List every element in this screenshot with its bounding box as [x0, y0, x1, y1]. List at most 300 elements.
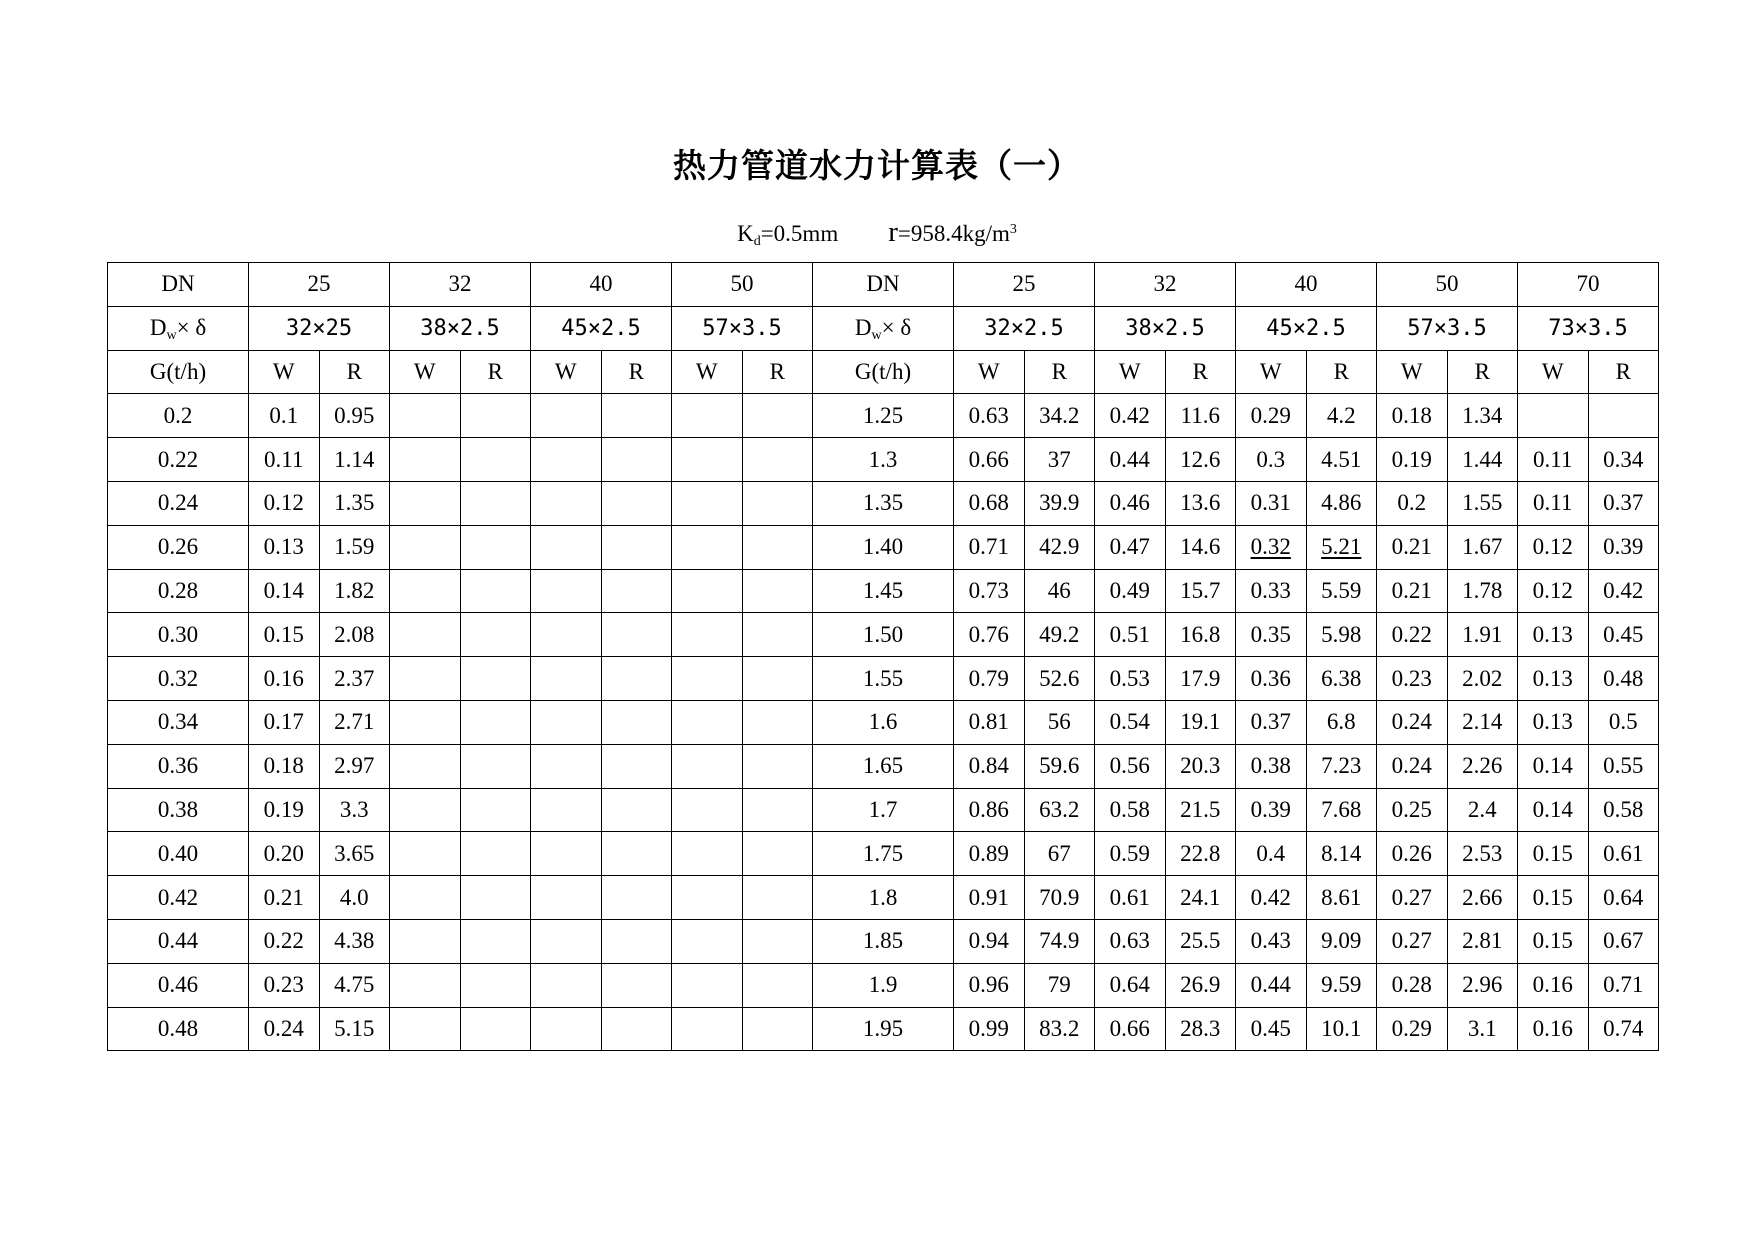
table-cell: 0.31: [1236, 481, 1307, 525]
table-cell: [742, 963, 813, 1007]
table-cell: 2.26: [1447, 744, 1518, 788]
table-cell: [601, 657, 672, 701]
table-cell: 12.6: [1165, 438, 1236, 482]
table-cell: 0.35: [1236, 613, 1307, 657]
pipe-dimension: 57×3.5: [1377, 306, 1518, 350]
table-cell: [601, 744, 672, 788]
dn-size-header: 40: [1236, 263, 1377, 307]
table-cell: [601, 963, 672, 1007]
flow-cell: 0.40: [108, 832, 249, 876]
table-cell: 26.9: [1165, 963, 1236, 1007]
table-cell: [390, 613, 461, 657]
table-cell: 0.73: [954, 569, 1025, 613]
table-cell: [742, 569, 813, 613]
velocity-header: W: [249, 350, 320, 394]
table-cell: 0.33: [1236, 569, 1307, 613]
table-cell: 0.24: [1377, 700, 1448, 744]
table-cell: 2.71: [319, 700, 390, 744]
table-cell: 3.1: [1447, 1007, 1518, 1051]
table-cell: 0.44: [1095, 438, 1166, 482]
table-cell: 0.23: [1377, 657, 1448, 701]
table-cell: 0.13: [249, 525, 320, 569]
flow-cell: 0.36: [108, 744, 249, 788]
table-cell: 0.71: [1588, 963, 1659, 1007]
table-cell: 34.2: [1024, 394, 1095, 438]
table-cell: 0.51: [1095, 613, 1166, 657]
table-cell: 1.34: [1447, 394, 1518, 438]
table-cell: 0.47: [1095, 525, 1166, 569]
table-cell: 0.39: [1236, 788, 1307, 832]
table-cell: 2.37: [319, 657, 390, 701]
flow-cell: 0.46: [108, 963, 249, 1007]
table-cell: 0.25: [1377, 788, 1448, 832]
table-cell: [531, 876, 602, 920]
table-cell: 0.11: [1518, 481, 1589, 525]
friction-header: R: [1447, 350, 1518, 394]
flow-cell: 1.40: [813, 525, 954, 569]
table-cell: 17.9: [1165, 657, 1236, 701]
table-row: [108, 350, 1659, 394]
table-cell: 79: [1024, 963, 1095, 1007]
table-cell: 0.21: [1377, 569, 1448, 613]
table-cell: [460, 876, 531, 920]
table-cell: 0.68: [954, 481, 1025, 525]
table-cell: [672, 1007, 743, 1051]
roughness-symbol: K: [737, 221, 754, 246]
table-cell: 0.74: [1588, 1007, 1659, 1051]
flow-cell: 1.50: [813, 613, 954, 657]
density-param: [888, 216, 1017, 248]
table-cell: [531, 394, 602, 438]
table-cell: 0.13: [1518, 700, 1589, 744]
table-cell: 0.64: [1095, 963, 1166, 1007]
table-cell: [390, 876, 461, 920]
table-cell: 8.14: [1306, 832, 1377, 876]
table-cell: [601, 613, 672, 657]
table-cell: [390, 832, 461, 876]
table-cell: [390, 481, 461, 525]
table-cell: 83.2: [1024, 1007, 1095, 1051]
table-cell: [672, 569, 743, 613]
table-cell: 0.89: [954, 832, 1025, 876]
table-cell: 9.59: [1306, 963, 1377, 1007]
table-cell: [601, 788, 672, 832]
table-cell: [390, 963, 461, 1007]
flow-cell: 0.26: [108, 525, 249, 569]
table-cell: 6.38: [1306, 657, 1377, 701]
velocity-header: W: [1377, 350, 1448, 394]
table-cell: 56: [1024, 700, 1095, 744]
table-cell: [460, 657, 531, 701]
table-cell: 0.15: [1518, 919, 1589, 963]
table-cell: 0.95: [319, 394, 390, 438]
dn-size-header: 32: [390, 263, 531, 307]
table-cell: 0.34: [1588, 438, 1659, 482]
table-cell: [672, 613, 743, 657]
table-cell: 0.3: [1236, 438, 1307, 482]
table-cell: [601, 525, 672, 569]
table-cell: 4.0: [319, 876, 390, 920]
density-superscript: 3: [1009, 222, 1017, 237]
table-cell: [531, 832, 602, 876]
table-cell: 0.42: [1236, 876, 1307, 920]
table-cell: 59.6: [1024, 744, 1095, 788]
table-cell: [460, 481, 531, 525]
table-cell: 15.7: [1165, 569, 1236, 613]
table-cell: [390, 1007, 461, 1051]
flow-cell: 1.65: [813, 744, 954, 788]
flow-cell: 0.32: [108, 657, 249, 701]
table-cell: 4.75: [319, 963, 390, 1007]
table-cell: [601, 876, 672, 920]
table-cell: [460, 1007, 531, 1051]
table-row: [108, 263, 1659, 307]
table-cell: 0.66: [954, 438, 1025, 482]
table-cell-underlined: [1306, 525, 1377, 569]
flow-cell: 0.28: [108, 569, 249, 613]
table-cell: 4.51: [1306, 438, 1377, 482]
table-cell: 0.84: [954, 744, 1025, 788]
table-cell: 0.19: [1377, 438, 1448, 482]
table-row: [108, 394, 1659, 438]
table-cell: 0.22: [249, 919, 320, 963]
table-cell: [742, 1007, 813, 1051]
table-cell: [742, 481, 813, 525]
table-cell: 1.82: [319, 569, 390, 613]
table-cell: [531, 919, 602, 963]
table-cell: 0.37: [1236, 700, 1307, 744]
table-cell: [672, 657, 743, 701]
table-cell: [672, 700, 743, 744]
table-cell: [460, 919, 531, 963]
dn-header-left: DN: [108, 263, 249, 307]
table-cell: 22.8: [1165, 832, 1236, 876]
table-cell: 0.20: [249, 832, 320, 876]
friction-header: R: [1306, 350, 1377, 394]
table-cell: [531, 963, 602, 1007]
table-cell: [460, 788, 531, 832]
table-cell: [390, 525, 461, 569]
table-cell: [531, 613, 602, 657]
table-cell: 0.64: [1588, 876, 1659, 920]
flow-cell: 1.55: [813, 657, 954, 701]
table-cell: 16.8: [1165, 613, 1236, 657]
table-cell: 0.61: [1588, 832, 1659, 876]
table-cell: 0.18: [249, 744, 320, 788]
table-cell: [672, 788, 743, 832]
friction-header: R: [1165, 350, 1236, 394]
table-cell: 24.1: [1165, 876, 1236, 920]
table-cell: [601, 481, 672, 525]
dn-size-header: 70: [1518, 263, 1659, 307]
table-cell: 0.54: [1095, 700, 1166, 744]
friction-header: R: [460, 350, 531, 394]
table-cell: [742, 657, 813, 701]
table-row: [108, 744, 1659, 788]
velocity-header: W: [672, 350, 743, 394]
table-cell: [601, 919, 672, 963]
flow-cell: 0.30: [108, 613, 249, 657]
flow-cell: 1.95: [813, 1007, 954, 1051]
dn-size-header: 50: [1377, 263, 1518, 307]
table-cell: 3.3: [319, 788, 390, 832]
table-cell: 0.21: [249, 876, 320, 920]
table-cell: 2.97: [319, 744, 390, 788]
flow-cell: 0.44: [108, 919, 249, 963]
table-cell: [601, 394, 672, 438]
pipe-dimension: 32×25: [249, 306, 390, 350]
dw-main: D: [854, 315, 872, 341]
table-cell: 1.35: [319, 481, 390, 525]
table-row: [108, 700, 1659, 744]
table-cell: 0.1: [249, 394, 320, 438]
table-cell: 0.16: [249, 657, 320, 701]
flow-cell: 0.34: [108, 700, 249, 744]
table-cell: [601, 569, 672, 613]
table-cell: 4.86: [1306, 481, 1377, 525]
table-cell: [460, 832, 531, 876]
flow-cell: 1.85: [813, 919, 954, 963]
table-cell: 5.98: [1306, 613, 1377, 657]
table-cell: [601, 700, 672, 744]
pipe-dimension-header: [813, 306, 954, 350]
table-cell: 0.53: [1095, 657, 1166, 701]
table-cell: 0.24: [249, 1007, 320, 1051]
pipe-dimension: 45×2.5: [531, 306, 672, 350]
table-cell: 11.6: [1165, 394, 1236, 438]
table-cell: 0.59: [1095, 832, 1166, 876]
table-cell: [1588, 394, 1659, 438]
table-cell: 4.38: [319, 919, 390, 963]
flow-cell: 1.9: [813, 963, 954, 1007]
table-cell: 0.15: [249, 613, 320, 657]
table-cell: 14.6: [1165, 525, 1236, 569]
table-cell: [742, 394, 813, 438]
table-cell: [390, 657, 461, 701]
parameter-line: [0, 216, 1754, 249]
table-cell: 67: [1024, 832, 1095, 876]
table-cell: 28.3: [1165, 1007, 1236, 1051]
flow-cell: 0.2: [108, 394, 249, 438]
table-cell: 0.27: [1377, 919, 1448, 963]
table-cell: 5.59: [1306, 569, 1377, 613]
table-cell: 52.6: [1024, 657, 1095, 701]
table-cell: 2.81: [1447, 919, 1518, 963]
table-cell: 0.24: [1377, 744, 1448, 788]
table-cell: 0.12: [249, 481, 320, 525]
table-cell: 0.27: [1377, 876, 1448, 920]
pipe-dimension: 38×2.5: [1095, 306, 1236, 350]
table-cell: 4.2: [1306, 394, 1377, 438]
table-cell: 0.36: [1236, 657, 1307, 701]
table-cell: 37: [1024, 438, 1095, 482]
table-cell: [601, 832, 672, 876]
table-cell: [672, 481, 743, 525]
table-cell: [742, 788, 813, 832]
dw-subscript: w: [166, 328, 177, 344]
table-cell: 0.37: [1588, 481, 1659, 525]
table-cell: 2.02: [1447, 657, 1518, 701]
table-cell: [390, 394, 461, 438]
friction-header: R: [742, 350, 813, 394]
table-cell: 0.26: [1377, 832, 1448, 876]
table-cell: 0.14: [1518, 788, 1589, 832]
table-cell: [460, 700, 531, 744]
flow-cell: 0.42: [108, 876, 249, 920]
table-cell: 46: [1024, 569, 1095, 613]
density-symbol: r: [888, 216, 898, 248]
table-cell: [531, 1007, 602, 1051]
table-cell: 0.58: [1588, 788, 1659, 832]
dn-size-header: 40: [531, 263, 672, 307]
table-cell: 0.56: [1095, 744, 1166, 788]
table-cell: [672, 919, 743, 963]
table-cell: [672, 876, 743, 920]
dw-rest: × δ: [176, 315, 207, 341]
velocity-header: W: [1518, 350, 1589, 394]
table-cell: [531, 657, 602, 701]
table-cell: [460, 438, 531, 482]
table-cell: 1.59: [319, 525, 390, 569]
table-row: [108, 306, 1659, 350]
table-cell: 0.23: [249, 963, 320, 1007]
table-cell: [460, 525, 531, 569]
table-cell: 1.55: [1447, 481, 1518, 525]
pipe-dimension: 45×2.5: [1236, 306, 1377, 350]
flow-header: G(t/h): [108, 350, 249, 394]
dn-header-right: DN: [813, 263, 954, 307]
table-cell: 0.71: [954, 525, 1025, 569]
table-cell: [390, 744, 461, 788]
table-row: [108, 481, 1659, 525]
table-row: [108, 438, 1659, 482]
table-cell: [390, 788, 461, 832]
table-cell: 20.3: [1165, 744, 1236, 788]
table-cell: 0.86: [954, 788, 1025, 832]
friction-header: R: [601, 350, 672, 394]
velocity-header: W: [390, 350, 461, 394]
velocity-header: W: [954, 350, 1025, 394]
table-cell: 0.38: [1236, 744, 1307, 788]
friction-header: R: [1024, 350, 1095, 394]
table-cell: 49.2: [1024, 613, 1095, 657]
table-cell: [460, 963, 531, 1007]
table-cell: [531, 481, 602, 525]
pipe-dimension: 73×3.5: [1518, 306, 1659, 350]
table-cell: 0.18: [1377, 394, 1448, 438]
table-cell: [742, 832, 813, 876]
dn-size-header: 32: [1095, 263, 1236, 307]
table-cell: 0.11: [249, 438, 320, 482]
table-cell: 2.53: [1447, 832, 1518, 876]
table-cell: [390, 919, 461, 963]
table-cell: 8.61: [1306, 876, 1377, 920]
table-cell: [742, 613, 813, 657]
table-cell: 0.94: [954, 919, 1025, 963]
table-cell: 0.13: [1518, 613, 1589, 657]
table-cell: [742, 525, 813, 569]
table-cell: 0.81: [954, 700, 1025, 744]
table-row: [108, 919, 1659, 963]
flow-cell: 0.22: [108, 438, 249, 482]
table-cell: 3.65: [319, 832, 390, 876]
table-cell: [531, 700, 602, 744]
table-cell: 2.08: [319, 613, 390, 657]
flow-cell: 0.24: [108, 481, 249, 525]
pipe-dimension-header: [108, 306, 249, 350]
table-cell: [672, 438, 743, 482]
table-cell: [390, 569, 461, 613]
table-cell: 0.13: [1518, 657, 1589, 701]
table-cell: 74.9: [1024, 919, 1095, 963]
dn-size-header: 25: [954, 263, 1095, 307]
table-cell: 39.9: [1024, 481, 1095, 525]
table-cell: [460, 613, 531, 657]
table-cell: [601, 1007, 672, 1051]
flow-cell: 1.75: [813, 832, 954, 876]
dw-main: D: [149, 315, 167, 341]
flow-cell: 1.7: [813, 788, 954, 832]
table-cell: [742, 876, 813, 920]
table-cell: 0.16: [1518, 963, 1589, 1007]
table-cell: 0.48: [1588, 657, 1659, 701]
table-cell: 1.78: [1447, 569, 1518, 613]
table-cell: [601, 438, 672, 482]
table-cell: 10.1: [1306, 1007, 1377, 1051]
table-cell: [390, 438, 461, 482]
table-cell: 63.2: [1024, 788, 1095, 832]
table-cell: 0.29: [1236, 394, 1307, 438]
table-row: [108, 963, 1659, 1007]
table-cell: 0.76: [954, 613, 1025, 657]
table-row: [108, 1007, 1659, 1051]
table-row: [108, 788, 1659, 832]
table-cell: 0.17: [249, 700, 320, 744]
roughness-param: [737, 221, 839, 249]
table-cell: 0.49: [1095, 569, 1166, 613]
table-cell: [531, 438, 602, 482]
flow-cell: 1.3: [813, 438, 954, 482]
table-cell: 7.68: [1306, 788, 1377, 832]
velocity-header: W: [1095, 350, 1166, 394]
table-cell: 5.15: [319, 1007, 390, 1051]
table-cell: [742, 700, 813, 744]
table-row: [108, 657, 1659, 701]
flow-cell: 1.6: [813, 700, 954, 744]
table-cell: [672, 963, 743, 1007]
flow-cell: 1.25: [813, 394, 954, 438]
table-cell: 0.61: [1095, 876, 1166, 920]
table-cell: 0.28: [1377, 963, 1448, 1007]
table-cell: 0.79: [954, 657, 1025, 701]
page-title: 热力管道水力计算表（一）: [673, 146, 1081, 185]
table-cell: [531, 788, 602, 832]
table-cell: 0.96: [954, 963, 1025, 1007]
table-cell: 0.11: [1518, 438, 1589, 482]
flow-cell: 1.8: [813, 876, 954, 920]
table-cell: [672, 832, 743, 876]
flow-cell: 0.38: [108, 788, 249, 832]
table-cell: 13.6: [1165, 481, 1236, 525]
flow-header: G(t/h): [813, 350, 954, 394]
table-cell: 0.15: [1518, 832, 1589, 876]
table-cell: 25.5: [1165, 919, 1236, 963]
pipe-dimension: 38×2.5: [390, 306, 531, 350]
table-cell: 0.91: [954, 876, 1025, 920]
roughness-subscript: d: [753, 234, 761, 249]
table-cell: 0.15: [1518, 876, 1589, 920]
table-row: [108, 569, 1659, 613]
